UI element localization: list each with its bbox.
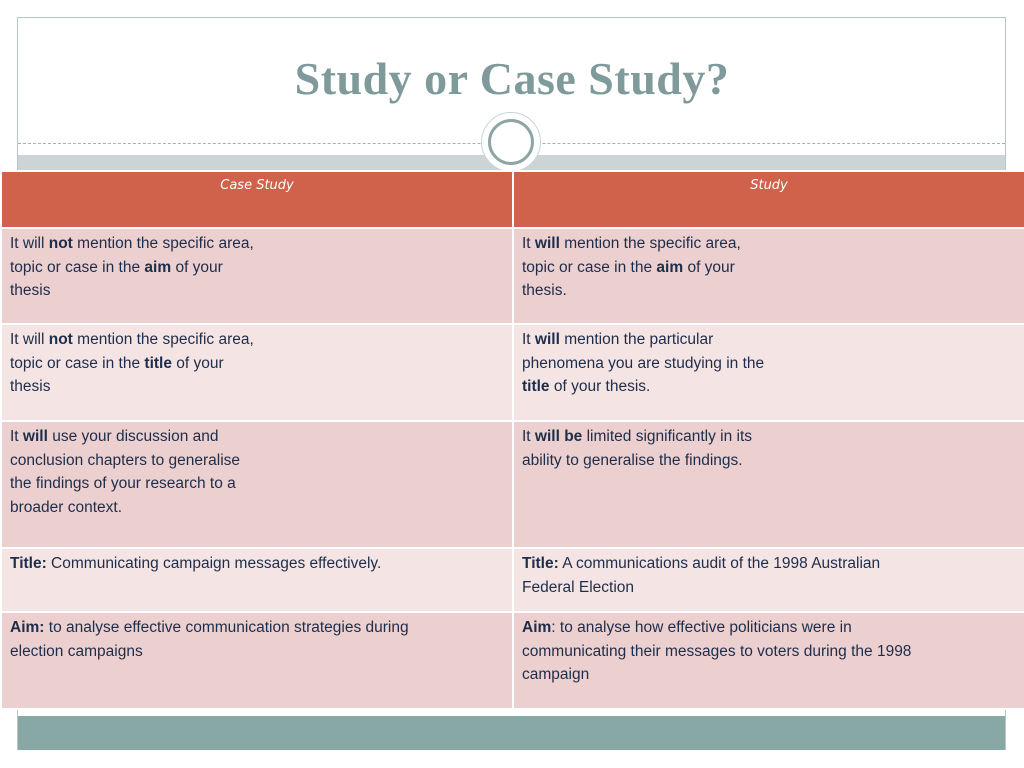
table-cell: Title: Communicating campaign messages effectively. bbox=[1, 548, 513, 612]
table-row bbox=[1, 548, 1024, 612]
table-row bbox=[1, 228, 1024, 324]
table-header-row bbox=[1, 171, 1024, 228]
table-cell: It will use your discussion and conclusion chapters to generalise the findings of your research to a broader context. bbox=[1, 421, 513, 548]
table-cell: Aim: to analyse how effective politicians were in communicating their messages to voters during the 1998 campaign bbox=[513, 612, 1024, 709]
header-case-study: Case Study bbox=[1, 171, 513, 228]
header-study: Study bbox=[513, 171, 1024, 228]
table-row bbox=[1, 324, 1024, 421]
table-cell: It will not mention the specific area, topic or case in the aim of your thesis bbox=[1, 228, 513, 324]
table-cell: It will not mention the specific area, topic or case in the title of your thesis bbox=[1, 324, 513, 421]
ornament-circle-icon bbox=[488, 119, 534, 165]
footer-band bbox=[18, 716, 1005, 750]
table-row bbox=[1, 612, 1024, 709]
table-cell: Title: A communications audit of the 1998 Australian Federal Election bbox=[513, 548, 1024, 612]
table-cell: Aim: to analyse effective communication strategies during election campaigns bbox=[1, 612, 513, 709]
table-cell: It will mention the particular phenomena you are studying in the title of your thesis. bbox=[513, 324, 1024, 421]
table-row bbox=[1, 421, 1024, 548]
table-cell: It will mention the specific area, topic or case in the aim of your thesis. bbox=[513, 228, 1024, 324]
slide-title: Study or Case Study? bbox=[294, 53, 730, 104]
table-cell: It will be limited significantly in its ability to generalise the findings. bbox=[513, 421, 1024, 548]
comparison-table bbox=[0, 170, 1024, 710]
